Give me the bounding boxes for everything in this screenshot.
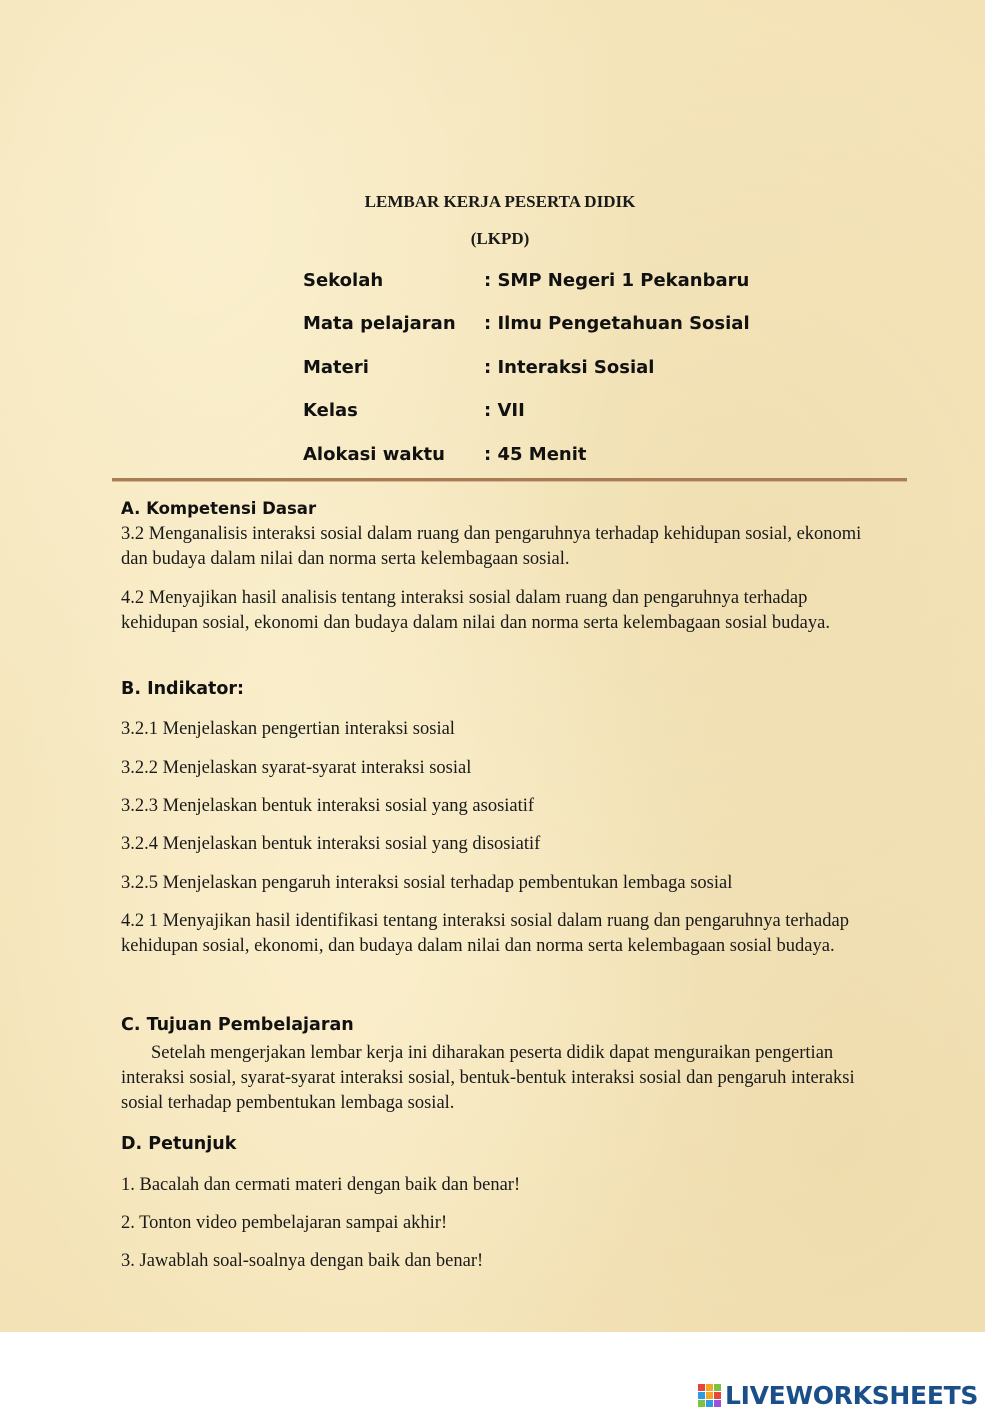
indikator-item: 4.2 1 Menyajikan hasil identifikasi tentang interaksi sosial dalam ruang dan pengaruhnya terhadap kehidupan sosial, ekonomi, dan budaya dalam nilai dan norma serta kelembagaan sosial budaya. <box>121 911 849 956</box>
info-label-materi: Materi <box>303 357 369 378</box>
indikator-item: 3.2.3 Menjelaskan bentuk interaksi sosial yang asosiatif <box>121 796 535 816</box>
page-title: LEMBAR KERJA PESERTA DIDIK <box>364 192 636 211</box>
kompetensi-item: 4.2 Menyajikan hasil analisis tentang interaksi sosial dalam ruang dan pengaruhnya terhadap kehidupan sosial, ekonomi dan budaya dalam nilai dan norma serta kelembagaan sosial budaya. <box>121 588 830 633</box>
section-heading-kompetensi-dasar: A. Kompetensi Dasar <box>121 499 317 518</box>
indikator-item: 3.2.1 Menjelaskan pengertian interaksi sosial <box>121 719 455 739</box>
liveworksheets-logo[interactable] <box>698 1378 978 1412</box>
info-label-sekolah: Sekolah <box>303 270 384 291</box>
kompetensi-item: 3.2 Menganalisis interaksi sosial dalam ruang dan pengaruhnya terhadap kehidupan sosial, ekonomi dan budaya dalam nilai dan norma serta kelembagaan sosial. <box>121 524 862 569</box>
info-value-alokasi-waktu: : 45 Menit <box>484 444 587 465</box>
info-value-kelas: : VII <box>484 400 525 421</box>
petunjuk-item: 2. Tonton video pembelajaran sampai akhir! <box>121 1213 448 1233</box>
indikator-item: 3.2.2 Menjelaskan syarat-syarat interaksi sosial <box>121 758 472 778</box>
info-value-mata-pelajaran: : Ilmu Pengetahuan Sosial <box>484 313 750 334</box>
liveworksheets-logo-text: LIVEWORKSHEETS <box>725 1380 979 1410</box>
petunjuk-item: 1. Bacalah dan cermati materi dengan baik dan benar! <box>121 1175 521 1195</box>
section-heading-indikator: B. Indikator: <box>121 679 245 699</box>
section-heading-tujuan-pembelajaran: C. Tujuan Pembelajaran <box>121 1015 354 1035</box>
info-value-materi: : Interaksi Sosial <box>484 357 655 378</box>
info-label-kelas: Kelas <box>303 400 358 421</box>
header-divider <box>112 478 907 482</box>
liveworksheets-logo-icon <box>698 1384 721 1407</box>
info-value-sekolah: : SMP Negeri 1 Pekanbaru <box>484 270 750 291</box>
page-subtitle: (LKPD) <box>470 229 530 248</box>
petunjuk-item: 3. Jawablah soal-soalnya dengan baik dan benar! <box>121 1251 484 1271</box>
indikator-item: 3.2.4 Menjelaskan bentuk interaksi sosial yang disosiatif <box>121 834 541 854</box>
section-heading-petunjuk: D. Petunjuk <box>121 1134 237 1154</box>
tujuan-text: Setelah mengerjakan lembar kerja ini diharakan peserta didik dapat menguraikan pengertian interaksi sosial, syarat-syarat interaksi sosial, bentuk-bentuk interaksi sosial dan pengaruh interaksi sosial terhadap pembentukan lembaga sosial. <box>121 1043 855 1113</box>
info-label-alokasi-waktu: Alokasi waktu <box>303 444 445 465</box>
indikator-item: 3.2.5 Menjelaskan pengaruh interaksi sosial terhadap pembentukan lembaga sosial <box>121 873 733 893</box>
info-label-mata-pelajaran: Mata pelajaran <box>303 313 456 334</box>
